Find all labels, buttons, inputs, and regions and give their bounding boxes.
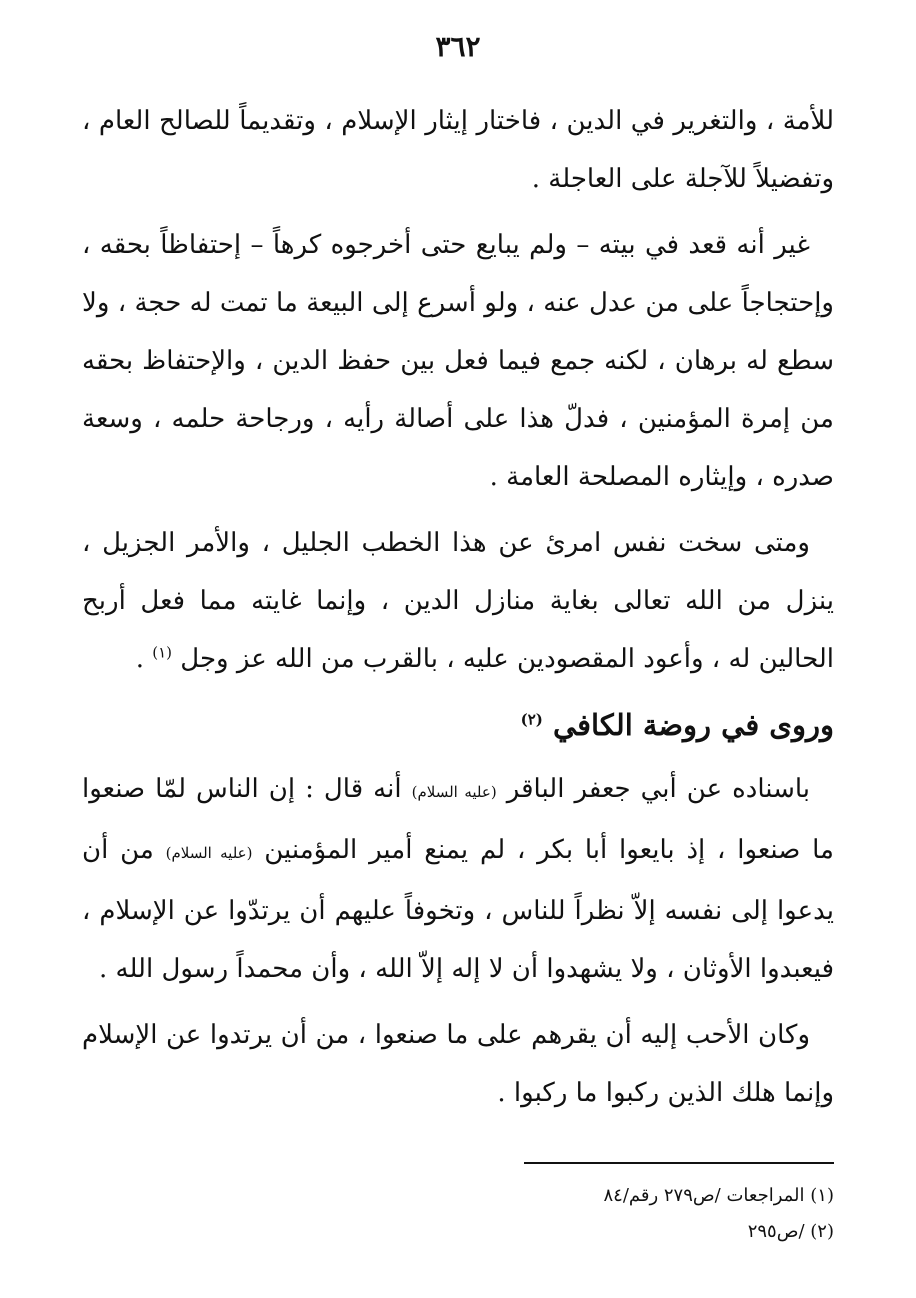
closing-paragraph: وكان الأحب إليه أن يقرهم على ما صنعوا ، من أن يرتدوا عن الإسلام وإنما هلك الذين ركبوا ما ركبوا .	[82, 1020, 834, 1108]
footnote-1-text: المراجعات /ص٢٧٩ رقم/٨٤	[603, 1185, 805, 1206]
section-heading	[82, 696, 834, 754]
section-heading-text: وروى في روضة الكافي	[553, 708, 834, 742]
footnote-1	[234, 1178, 834, 1214]
hadith-part-1: باسناده عن أبي جعفر الباقر	[506, 774, 811, 804]
honorific-2: (عليه السلام)	[165, 844, 253, 862]
main-text	[82, 92, 834, 1130]
paragraph-3-tail: .	[135, 644, 153, 674]
footnote-divider	[524, 1162, 834, 1164]
hadith-paragraph	[82, 760, 834, 998]
hadith-part-2: أنه قال : إن الناس لمّا صنعوا ما صنعوا ، إذ بايعوا أبا بكر ، لم يمنع أمير المؤمنين	[82, 774, 834, 865]
footnotes	[234, 1178, 834, 1250]
footnote-2	[234, 1214, 834, 1250]
footnote-2-marker: (٢)	[810, 1221, 834, 1242]
footnote-ref-1[interactable]: (١)	[152, 643, 172, 662]
hadith-part-3: من أن يدعوا إلى نفسه إلاّ نظراً للناس ، وتخوفاً عليهم أن يرتدّوا عن الإسلام ، فيعبدوا الأوثان ، ولا يشهدوا أن لا إله إلاّ الله ، وأن محمداً رسول الله .	[82, 835, 834, 984]
paragraph-3	[82, 514, 834, 688]
paragraph-1: للأمة ، والتغرير في الدين ، فاختار إيثار الإسلام ، وتقديماً للصالح العام ، وتفضيلاً للآجلة على العاجلة .	[82, 106, 834, 194]
footnote-2-text: /ص٢٩٥	[747, 1221, 805, 1242]
footnote-ref-2[interactable]: (٢)	[520, 710, 543, 729]
paragraph-2: غير أنه قعد في بيته – ولم يبايع حتى أخرجوه كرهاً – إحتفاظاً بحقه ، وإحتجاجاً على من عدل عنه ، ولو أسرع إلى البيعة ما تمت له حجة ، ولا سطع له برهان ، لكنه جمع فيما فعل بين حفظ الدين ، والإحتفاظ بحقه من إمرة المؤمنين ، فدلّ هذا على أصالة رأيه ، ورجاحة حلمه ، وسعة صدره ، وإيثاره المصلحة العامة .	[82, 230, 834, 492]
footnote-1-marker: (١)	[810, 1185, 834, 1206]
paragraph-3-text: ومتى سخت نفس امرئ عن هذا الخطب الجليل ، والأمر الجزيل ، ينزل من الله تعالى بغاية منازل الدين ، وإنما غايته مما فعل أربح الحالين له ، وأعود المقصودين عليه ، بالقرب من الله عز وجل	[82, 528, 834, 674]
honorific-1: (عليه السلام)	[411, 783, 497, 801]
page-number: ٣٦٢	[435, 30, 481, 63]
